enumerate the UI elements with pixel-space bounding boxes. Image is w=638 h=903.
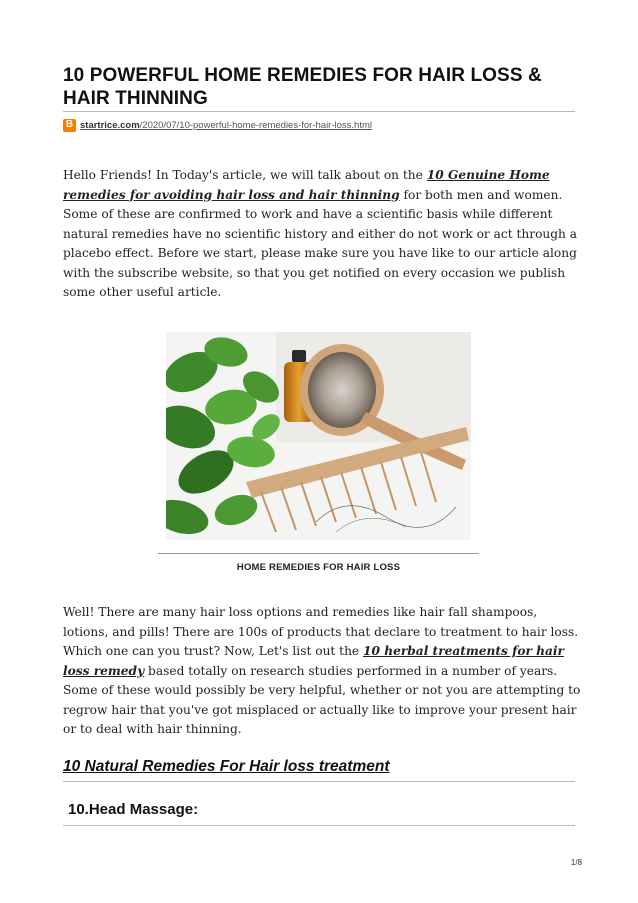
source-line (63, 117, 372, 133)
intro-link[interactable]: 10 Genuine Home remedies for avoiding hair loss and hair thinning (63, 168, 550, 202)
second-text-before: Well! There are many hair loss options and remedies like hair fall shampoos, lotions, and pills! There are 100s of products that declare to treatment to hair loss. Which one can you trust? Now, Let's list out the (63, 605, 579, 658)
source-domain: startrice.com (80, 119, 140, 131)
source-link[interactable] (80, 120, 372, 131)
second-text-after: based totally on research studies performed in a number of years. Some of these would possibly be very helpful, whether or not you are attempting to regrow hair that you've got misplaced or actually like to improve your present hair or to deal with hair thinning. (63, 663, 581, 736)
sub-heading-divider (63, 825, 575, 826)
figure-caption: HOME REMEDIES FOR HAIR LOSS (236, 562, 401, 573)
section-heading: 10 Natural Remedies For Hair loss treatment (63, 758, 390, 775)
hair-remedies-photo (166, 332, 471, 540)
intro-text-after: for both men and women. Some of these are confirmed to work and have a scientific basis while different natural remedies have no scientific history and either do not work or act through a placebo effect. Before we start, please make sure you have like to our article along with the subscribe website, so that you get notified on every occasion we publish some other useful article. (63, 187, 578, 299)
article-title: 10 POWERFUL HOME REMEDIES FOR HAIR LOSS & HAIR THINNING (63, 65, 542, 109)
caption-divider (158, 553, 479, 554)
photo-illustration (166, 332, 471, 540)
section-divider (63, 781, 575, 782)
sub-heading: 10.Head Massage: (68, 801, 199, 818)
page-number: 1/8 (570, 858, 582, 867)
second-paragraph (63, 603, 585, 740)
title-divider (63, 111, 575, 112)
intro-paragraph (63, 166, 585, 303)
second-link[interactable]: 10 herbal treatments for hair loss remedy (63, 644, 564, 678)
blogger-icon: B (63, 119, 76, 132)
intro-text-before: Hello Friends! In Today's article, we will talk about on the (63, 168, 427, 182)
source-path: /2020/07/10-powerful-home-remedies-for-hair-loss.html (139, 119, 372, 131)
